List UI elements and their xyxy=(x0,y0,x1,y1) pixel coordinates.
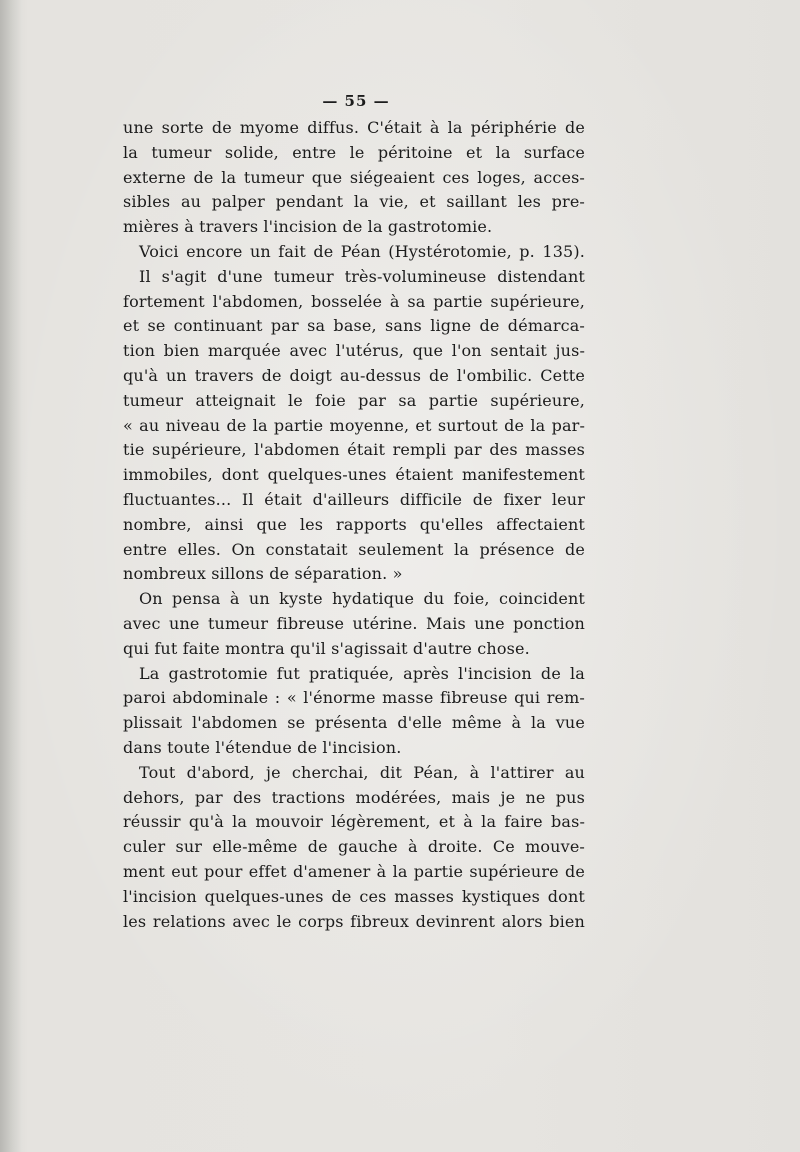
text-line: réussir qu'à la mouvoir légèrement, et à la faire bas- xyxy=(123,812,585,832)
text-line: la tumeur solide, entre le péritoine et la surface xyxy=(123,142,585,162)
text-line: culer sur elle-même de gauche à droite. Ce mouve- xyxy=(123,837,585,857)
text-line: nombreux sillons de séparation. » xyxy=(123,564,403,584)
text-line: qu'à un travers de doigt au-dessus de l'ombilic. Cette xyxy=(123,365,585,385)
text-line: Il s'agit d'une tumeur très-volumineuse distendant xyxy=(139,266,585,286)
text-line: plissait l'abdomen se présenta d'elle même à la vue xyxy=(123,713,585,733)
text-line: On pensa à un kyste hydatique du foie, coincident xyxy=(139,589,585,609)
text-line: les relations avec le corps fibreux devinrent alors bien xyxy=(123,911,585,931)
text-line: une sorte de myome diffus. C'était à la périphérie de xyxy=(123,118,585,137)
text-line: avec une tumeur fibreuse utérine. Mais une ponction xyxy=(123,613,585,633)
body-text xyxy=(123,116,585,934)
text-line: immobiles, dont quelques-unes étaient manifestement xyxy=(123,465,585,485)
text-line: Tout d'abord, je cherchai, dit Péan, à l'attirer au xyxy=(139,762,585,782)
text-line: fluctuantes... Il était d'ailleurs difficile de fixer leur xyxy=(123,489,585,509)
binding-shadow xyxy=(0,0,22,1152)
text-line: dans toute l'étendue de l'incision. xyxy=(123,737,402,757)
text-line: ment eut pour effet d'amener à la partie supérieure de xyxy=(123,861,585,881)
text-line: La gastrotomie fut pratiquée, après l'incision de la xyxy=(139,663,585,683)
text-line: tumeur atteignait le foie par sa partie supérieure, xyxy=(123,390,585,410)
text-line: et se continuant par sa base, sans ligne de démarca- xyxy=(123,316,585,336)
text-line: fortement l'abdomen, bosselée à sa partie supérieure, xyxy=(123,291,585,311)
text-line: tie supérieure, l'abdomen était rempli par des masses xyxy=(123,440,585,460)
text-line: tion bien marquée avec l'utérus, que l'on sentait jus- xyxy=(123,341,585,361)
text-line: nombre, ainsi que les rapports qu'elles affectaient xyxy=(123,514,585,534)
text-line: externe de la tumeur que siégeaient ces loges, acces- xyxy=(123,167,585,187)
text-line: entre elles. On constatait seulement la présence de xyxy=(123,539,585,559)
text-line: Voici encore un fait de Péan (Hystérotomie, p. 135). xyxy=(139,241,585,261)
text-line: sibles au palper pendant la vie, et saillant les pre- xyxy=(123,192,585,212)
text-line: l'incision quelques-unes de ces masses kystiques dont xyxy=(123,886,585,906)
text-line: paroi abdominale : « l'énorme masse fibreuse qui rem- xyxy=(123,688,585,708)
text-line: qui fut faite montra qu'il s'agissait d'autre chose. xyxy=(123,638,530,658)
text-line: mières à travers l'incision de la gastrotomie. xyxy=(123,217,493,237)
text-line: dehors, par des tractions modérées, mais je ne pus xyxy=(123,787,585,807)
page-number: — 55 — xyxy=(322,92,390,110)
text-line: « au niveau de la partie moyenne, et surtout de la par- xyxy=(123,415,585,435)
